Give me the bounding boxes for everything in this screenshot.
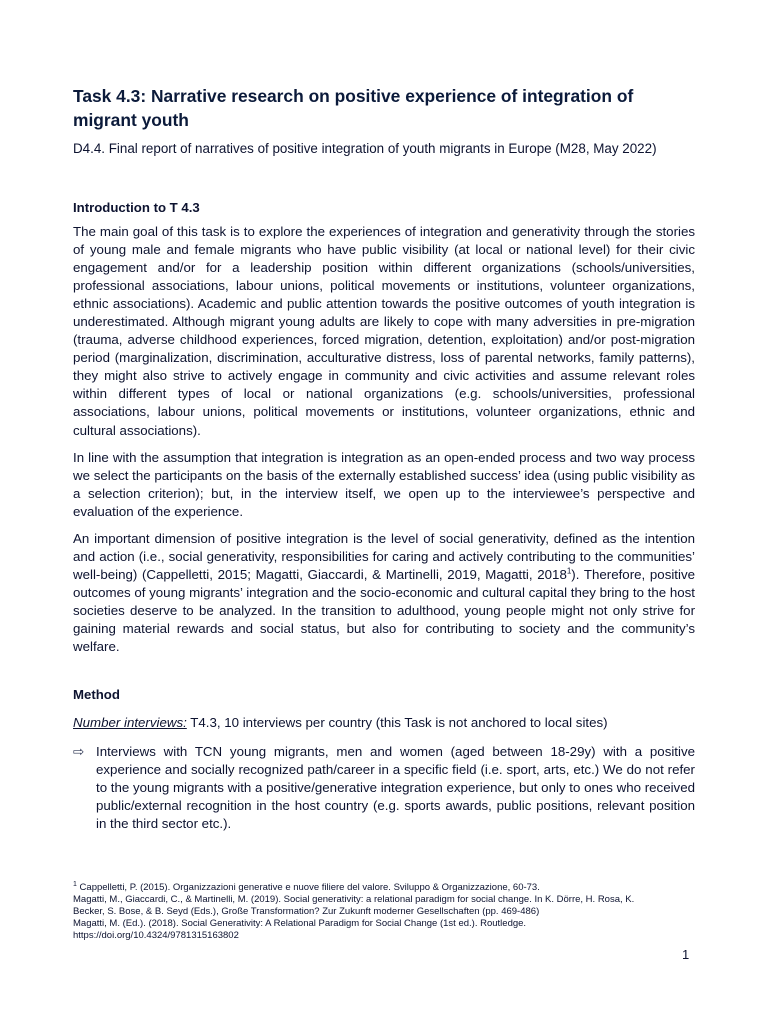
intro-paragraph-1: The main goal of this task is to explore the experiences of integration and generativity through the stories of young male and female migrants who have public visibility (at local or national level) for their civic engagement and/or for a leadership position within different organizations (schools/universities, professional associations, labour unions, political movements or institutions, volunteer organizations, ethnic associations). Academic and public attention towards the positive outcomes of youth integration is underestimated. Although migrant young adults are likely to cope with many adversities in pre-migration (trauma, adverse childhood experiences, forced migration, detention, exploitation) and/or post-migration period (marginalization, discrimination, acculturative distress, loss of parental networks, family patterns), they might also strive to actively engage in community and civic activities and assume relevant roles within different types of local or national organizations (e.g. schools/universities, professional associations, labour unions, political movements or institutions, volunteer organizations, ethnic and cultural associations). <box>73 224 695 438</box>
number-interviews-line <box>73 714 695 732</box>
method-heading: Method <box>73 687 120 703</box>
arrow-bullet-icon: ⇨ <box>73 744 85 760</box>
main-content <box>73 84 695 834</box>
footnotes <box>73 882 695 942</box>
footnote-text: Cappelletti, P. (2015). Organizzazioni generative e nuove filiere del valore. Sviluppo & Organizzazione, 60-73. <box>76 882 540 893</box>
number-interviews-label: Number interviews: <box>73 715 187 731</box>
footnote-line <box>73 882 695 894</box>
method-section <box>73 686 695 833</box>
page-title: Task 4.3: Narrative research on positive experience of integration of migrant youth <box>73 86 634 130</box>
intro-paragraph-2: In line with the assumption that integration is integration as an open-ended process and two way process we select the participants on the basis of the externally established success’ idea (using public visibility as a selection criterion); but, in the interview itself, we open up to the interviewee’s perspective and evaluation of the experience. <box>73 449 695 519</box>
page-number: 1 <box>682 947 690 962</box>
introduction-section <box>73 199 695 656</box>
list-item-text: Interviews with TCN young migrants, men and women (aged between 18-29y) with a positive experience and socially recognized path/career in a specific field (i.e. sport, arts, etc.) We do not refer to the young migrants with a positive/generative integration experience, but only to ones who received public/external recognition in the host country (e.g. sports awards, public positions, relevant position in the third sector etc.). <box>96 744 695 832</box>
intro-paragraph-3-text-cont: ). Therefore, positive outcomes of young migrants’ integration and the socio-economic and cultural capital they bring to the host societies deserve to be analyzed. In the transition to adulthood, young people might not only strive for gaining material rewards and social status, but also for contributing to society and the community’s welfare. <box>73 566 695 655</box>
footnote-line: Magatti, M. (Ed.). (2018). Social Generativity: A Relational Paradigm for Social Change (1st ed.). Routledge. <box>73 918 527 930</box>
introduction-heading: Introduction to T 4.3 <box>73 200 200 215</box>
footnote-line: Becker, S. Bose, & B. Seyd (Eds.), Große Transformation? Zur Zukunft moderner Gesellschaften (pp. 469-486) <box>73 906 540 918</box>
footnote-reference[interactable]: 1 <box>566 566 572 576</box>
footnote-marker: 1 <box>73 880 77 888</box>
footnote-line: Magatti, M., Giaccardi, C., & Martinelli, M. (2019). Social generativity: a relational paradigm for social change. In K. Dörre, H. Rosa, K. <box>73 894 635 906</box>
footnote-doi-link[interactable]: https://doi.org/10.4324/9781315163802 <box>73 930 239 942</box>
intro-paragraph-3-text: An important dimension of positive integration is the level of social generativity, defined as the intention and action (i.e., social generativity, responsibilities for caring and actively contributing to the communities’ well-being) (Cappelletti, 2015; Magatti, Giaccardi, & Martinelli, 2019, Magatti, 2018 <box>73 530 695 582</box>
list-item <box>73 743 695 833</box>
deliverable-subtitle: D4.4. Final report of narratives of positive integration of youth migrants in Europe (M28, May 2022) <box>73 141 657 156</box>
intro-paragraph-3 <box>73 530 695 656</box>
number-interviews-text: T4.3, 10 interviews per country (this Task is not anchored to local sites) <box>186 715 608 731</box>
